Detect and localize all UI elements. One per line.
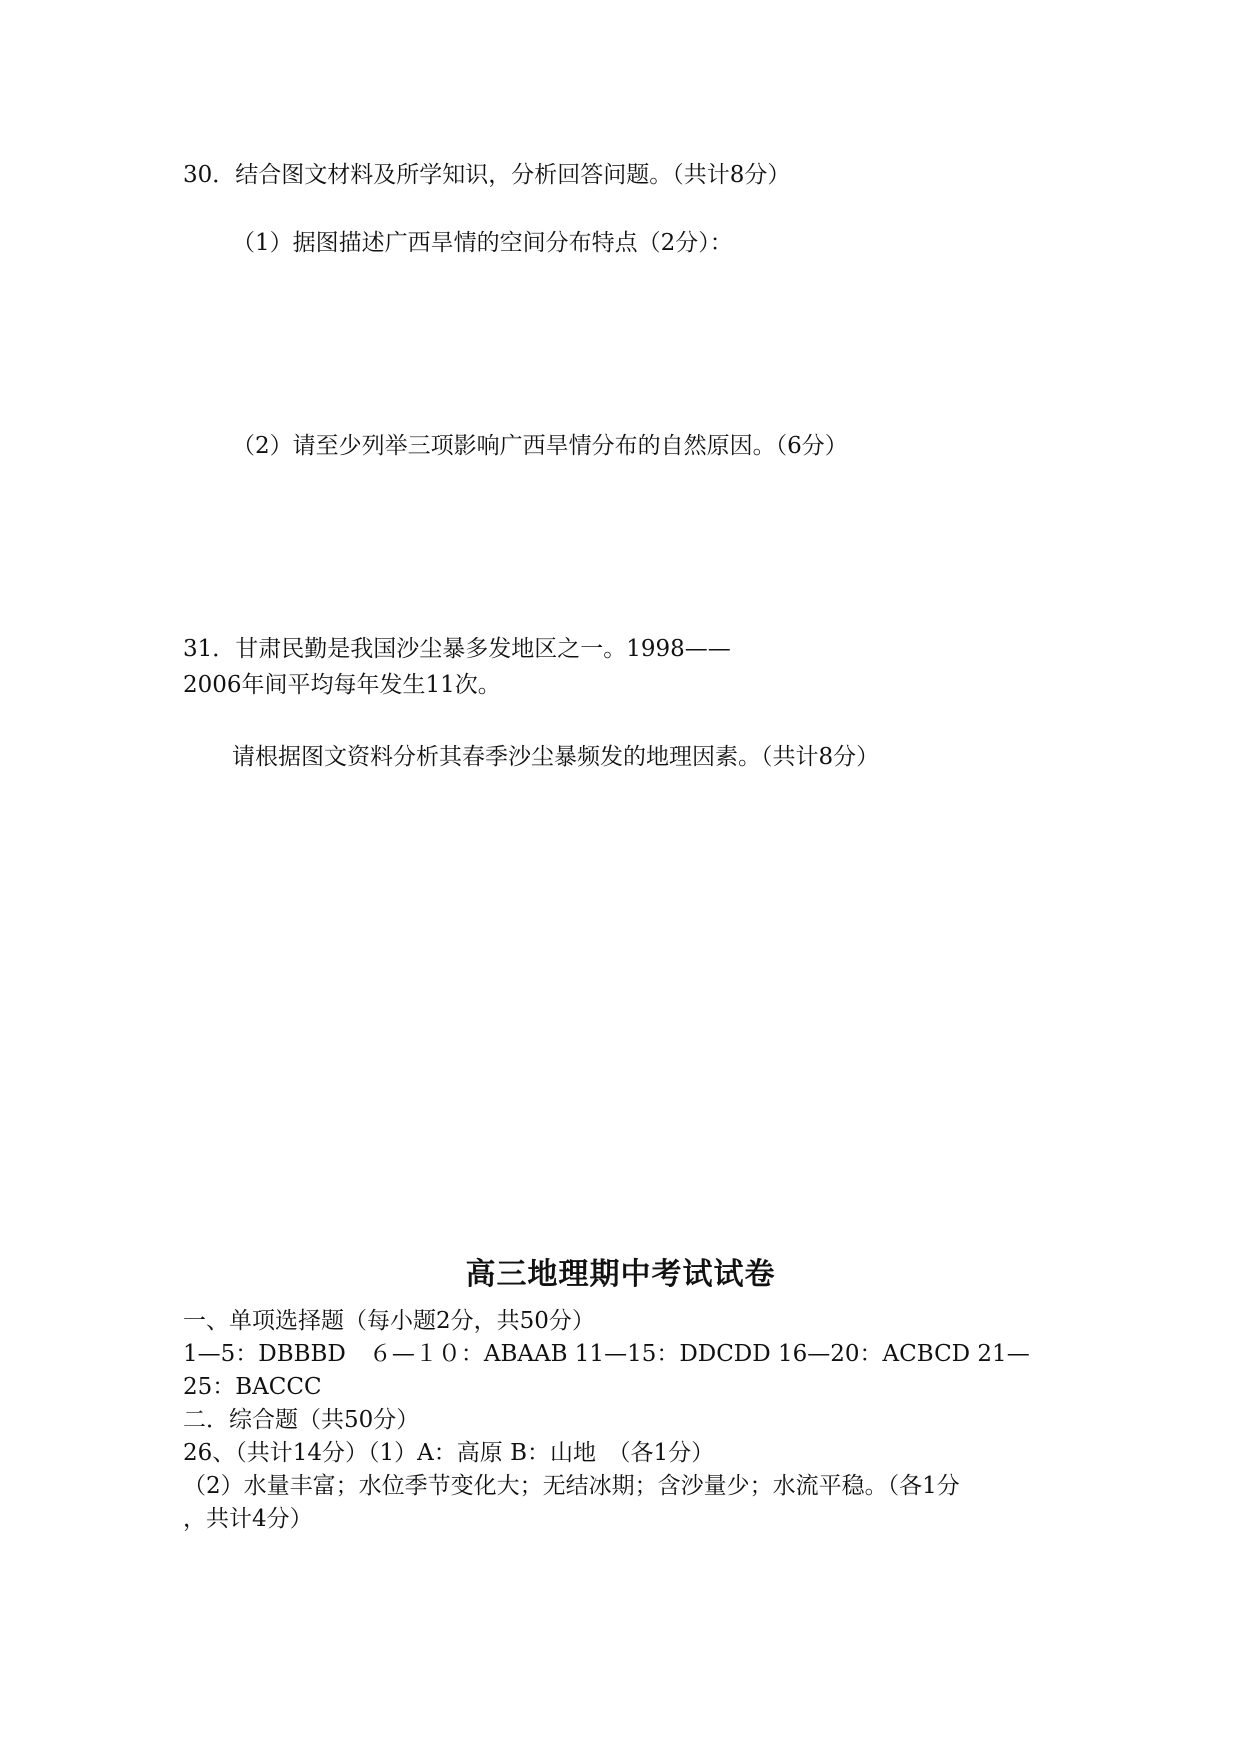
question-31-prompt: 请根据图文资料分析其春季沙尘暴频发的地理因素。（共计8分） — [232, 744, 880, 770]
answer-key-title: 高三地理期中考试试卷 — [465, 1257, 776, 1292]
question-26-answer-line-2: （2）水量丰富；水位季节变化大；无结冰期；含沙量少；水流平稳。（各1分 — [183, 1473, 960, 1499]
section-2-heading: 二．综合题（共50分） — [183, 1407, 420, 1433]
section-1-heading: 一、单项选择题（每小题2分，共50分） — [183, 1308, 595, 1334]
question-31-stem-line-1: 31．甘肃民勤是我国沙尘暴多发地区之一。1998—— — [183, 636, 731, 662]
question-26-answer-line-1: 26、（共计14分）（1）A：高原 B：山地 （各1分） — [183, 1440, 715, 1466]
question-30-part-1: （1）据图描述广西旱情的空间分布特点（2分）： — [232, 230, 733, 256]
section-1-answers-line-2: 25：BACCC — [183, 1374, 322, 1400]
question-26-answer-line-3: ，共计4分） — [183, 1506, 313, 1532]
question-30-part-2: （2）请至少列举三项影响广西旱情分布的自然原因。（6分） — [232, 433, 848, 459]
section-1-answers-line-1: 1—5：DBBBD ６—１０：ABAAB 11—15：DDCDD 16—20：ACBCD 21— — [183, 1341, 1030, 1367]
question-30-stem: 30．结合图文材料及所学知识，分析回答问题。（共计8分） — [183, 162, 791, 188]
question-31-stem-line-2: 2006年间平均每年发生11次。 — [183, 672, 501, 698]
